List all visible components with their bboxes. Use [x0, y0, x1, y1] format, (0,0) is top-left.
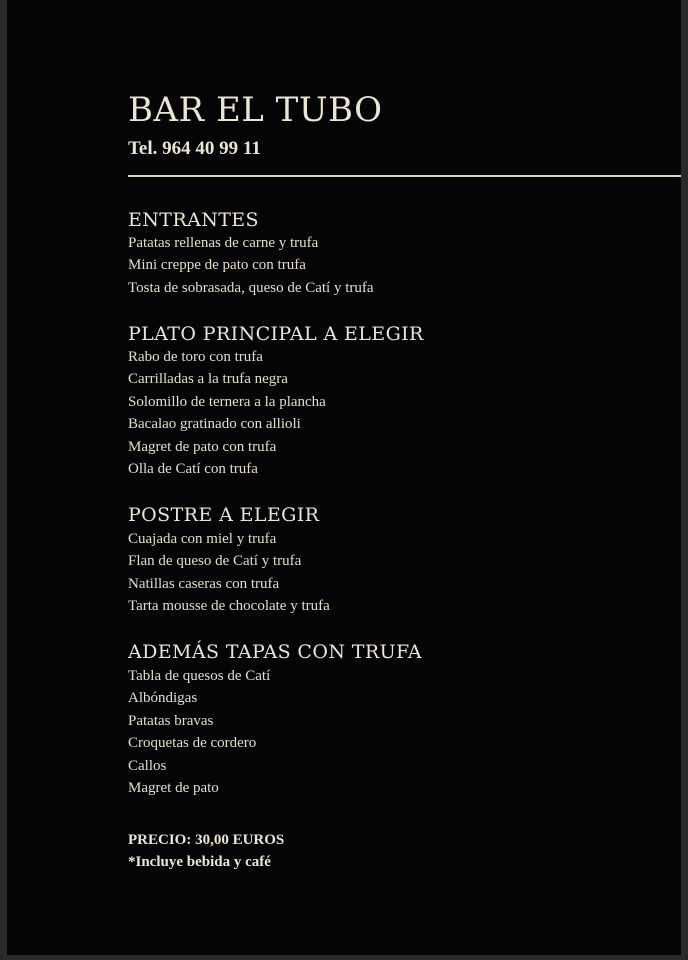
menu-item: Patatas bravas — [128, 712, 214, 729]
menu-item: Solomillo de ternera a la plancha — [128, 393, 326, 410]
menu-item: Carrilladas a la trufa negra — [128, 371, 288, 388]
menu-item: Magret de pato — [128, 779, 219, 796]
menu-item: Rabo de toro con trufa — [128, 349, 263, 365]
section-heading-tapas: ADEMÁS TAPAS CON TRUFA — [128, 641, 423, 663]
price-note: *Incluye bebida y café — [128, 854, 271, 870]
menu-item: Olla de Catí con trufa — [128, 460, 258, 477]
menu-item: Natillas caseras con trufa — [128, 575, 280, 592]
menu-item: Bacalao gratinado con allioli — [128, 416, 301, 433]
menu-item: Tarta mousse de chocolate y trufa — [128, 598, 330, 615]
menu-item: Tabla de quesos de Catí — [128, 668, 271, 684]
section-heading-plato-principal: PLATO PRINCIPAL A ELEGIR — [128, 323, 424, 345]
section-list-postre — [128, 528, 330, 618]
menu-item: Cuajada con miel y trufa — [128, 531, 277, 547]
section-heading-entrantes: ENTRANTES — [128, 209, 259, 231]
section-list-entrantes — [128, 232, 374, 299]
menu-item: Flan de queso de Catí y trufa — [128, 553, 302, 570]
section-heading-postre: POSTRE A ELEGIR — [128, 504, 320, 526]
restaurant-title: BAR EL TUBO — [128, 90, 383, 130]
menu-item: Magret de pato con trufa — [128, 438, 277, 455]
divider — [128, 175, 681, 177]
menu-page — [7, 0, 681, 955]
section-list-tapas — [128, 665, 270, 799]
price: PRECIO: 30,00 EUROS — [128, 832, 285, 848]
menu-item: Tosta de sobrasada, queso de Catí y trufa — [128, 279, 374, 296]
menu-item: Albóndigas — [128, 690, 198, 707]
menu-item: Croquetas de cordero — [128, 735, 257, 752]
menu-item: Mini creppe de pato con trufa — [128, 257, 306, 274]
menu-item: Callos — [128, 757, 167, 774]
phone-number: Tel. 964 40 99 11 — [128, 138, 261, 159]
menu-item: Patatas rellenas de carne y trufa — [128, 235, 319, 251]
section-list-plato-principal — [128, 346, 326, 480]
